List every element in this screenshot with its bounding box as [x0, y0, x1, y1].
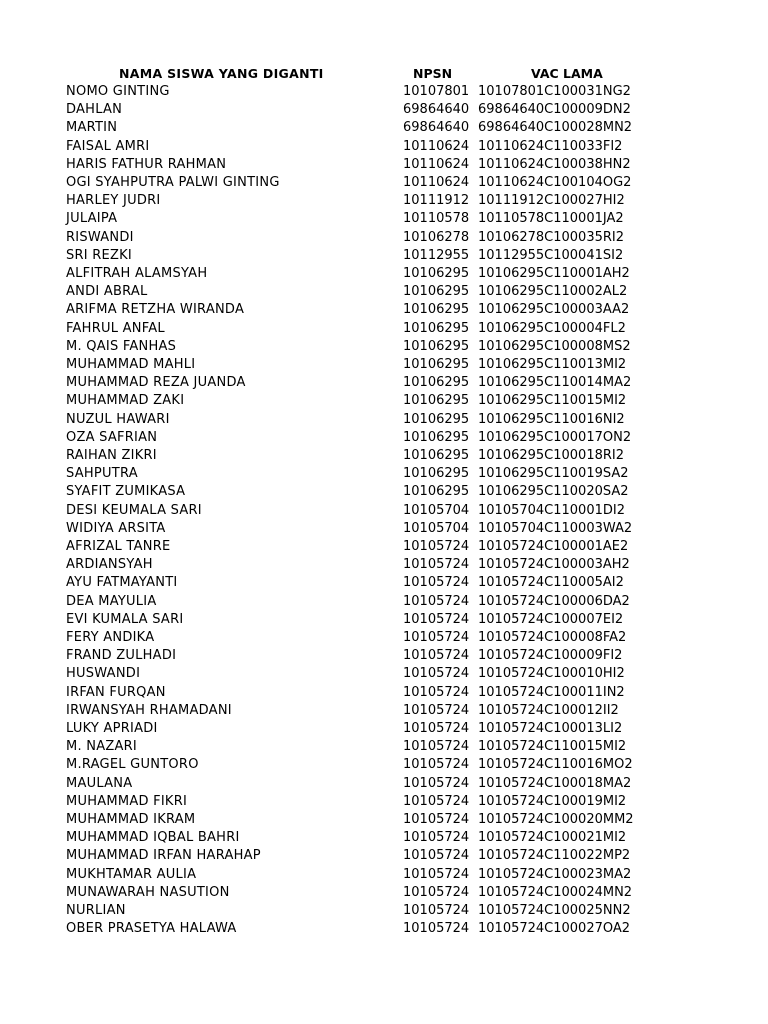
student-name-cell: OZA SAFRIAN — [66, 429, 158, 445]
student-name-cell: MUHAMMAD FIKRI — [66, 793, 188, 809]
npsn-cell: 10105724 — [403, 848, 470, 864]
vac-lama-cell: 69864640C100028MN2 — [478, 120, 633, 136]
vac-lama-cell: 10110624C110033FI2 — [478, 138, 623, 154]
table-row — [0, 119, 768, 137]
vac-lama-cell: 10106295C110001AH2 — [478, 266, 630, 281]
npsn-cell: 10105724 — [403, 648, 470, 664]
npsn-cell: 69864640 — [403, 120, 470, 136]
student-name-cell: DAHLAN — [66, 102, 123, 118]
table-row — [0, 356, 768, 374]
table-row — [0, 611, 768, 629]
vac-lama-cell: 10106295C110002AL2 — [478, 284, 628, 300]
npsn-cell: 10105724 — [403, 921, 470, 937]
student-name-cell: LUKY APRIADI — [66, 721, 158, 736]
vac-lama-cell: 10105724C100012II2 — [478, 702, 619, 718]
table-row — [0, 283, 768, 301]
table-row — [0, 811, 768, 829]
vac-lama-cell: 10105724C110015MI2 — [478, 739, 627, 755]
table-row — [0, 647, 768, 665]
vac-lama-cell: 10105724C100006DA2 — [478, 593, 630, 609]
npsn-cell: 10106295 — [403, 284, 470, 300]
npsn-cell: 10105724 — [403, 884, 470, 900]
table-row — [0, 138, 768, 156]
npsn-cell: 10105724 — [403, 611, 470, 627]
npsn-cell: 69864640 — [403, 102, 470, 118]
table-row — [0, 574, 768, 592]
vac-lama-cell: 10112955C100041SI2 — [478, 247, 624, 263]
table-row — [0, 538, 768, 556]
vac-lama-cell: 10105724C100020MM2 — [478, 812, 634, 827]
student-name-cell: DESI KEUMALA SARI — [66, 502, 202, 518]
student-name-cell: HUSWANDI — [66, 666, 141, 682]
npsn-cell: 10105724 — [403, 630, 470, 645]
npsn-cell: 10105724 — [403, 775, 470, 791]
student-name-cell: MUHAMMAD IQBAL BAHRI — [66, 830, 240, 846]
student-name-cell: MUHAMMAD REZA JUANDA — [66, 375, 246, 391]
vac-lama-cell: 10105724C100023MA2 — [478, 866, 632, 882]
student-name-cell: M. NAZARI — [66, 739, 138, 755]
table-header — [0, 65, 768, 83]
table-row — [0, 920, 768, 938]
table-row — [0, 847, 768, 865]
student-name-cell: FAHRUL ANFAL — [66, 320, 165, 336]
npsn-cell: 10105724 — [403, 666, 470, 682]
student-name-cell: IRWANSYAH RHAMADANI — [66, 702, 232, 718]
table-row — [0, 629, 768, 647]
npsn-cell: 10106295 — [403, 484, 470, 500]
student-name-cell: MUNAWARAH NASUTION — [66, 884, 230, 900]
npsn-cell: 10106295 — [403, 393, 470, 409]
npsn-cell: 10105724 — [403, 684, 470, 700]
vac-lama-cell: 10105704C110003WA2 — [478, 520, 633, 536]
student-name-cell: RISWANDI — [66, 229, 134, 245]
vac-lama-cell: 10105724C100010HI2 — [478, 666, 625, 682]
npsn-cell: 10110624 — [403, 138, 470, 154]
table-row — [0, 738, 768, 756]
header-student-name: NAMA SISWA YANG DIGANTI — [119, 66, 324, 81]
header-vac-lama: VAC LAMA — [531, 66, 603, 81]
table-row — [0, 556, 768, 574]
student-name-cell: OBER PRASETYA HALAWA — [66, 921, 237, 937]
student-name-cell: FERY ANDIKA — [66, 630, 155, 645]
npsn-cell: 10106295 — [403, 338, 470, 354]
table-row — [0, 247, 768, 265]
npsn-cell: 10105724 — [403, 812, 470, 827]
npsn-cell: 10110624 — [403, 175, 470, 190]
npsn-cell: 10106278 — [403, 229, 470, 245]
student-name-cell: SYAFIT ZUMIKASA — [66, 484, 186, 500]
vac-lama-cell: 10106295C110014MA2 — [478, 375, 632, 391]
npsn-cell: 10105724 — [403, 702, 470, 718]
npsn-cell: 10112955 — [403, 247, 470, 263]
student-name-cell: IRFAN FURQAN — [66, 684, 166, 700]
npsn-cell: 10110578 — [403, 211, 470, 227]
vac-lama-cell: 10111912C100027HI2 — [478, 193, 625, 209]
vac-lama-cell: 10106295C100003AA2 — [478, 302, 630, 318]
vac-lama-cell: 10106295C110015MI2 — [478, 393, 627, 409]
table-row — [0, 684, 768, 702]
student-name-cell: MUHAMMAD ZAKI — [66, 393, 185, 409]
table-row — [0, 793, 768, 811]
vac-lama-cell: 69864640C100009DN2 — [478, 102, 631, 118]
vac-lama-cell: 10106295C110019SA2 — [478, 466, 629, 482]
npsn-cell: 10106295 — [403, 357, 470, 372]
student-name-cell: HARIS FATHUR RAHMAN — [66, 156, 227, 172]
table-row — [0, 866, 768, 884]
table-row — [0, 720, 768, 738]
vac-lama-cell: 10105724C100021MI2 — [478, 830, 627, 846]
npsn-cell: 10105724 — [403, 757, 470, 773]
student-name-cell: MUHAMMAD IKRAM — [66, 812, 196, 827]
table-row — [0, 411, 768, 429]
student-name-cell: M.RAGEL GUNTORO — [66, 757, 199, 773]
table-row — [0, 338, 768, 356]
table-row — [0, 775, 768, 793]
student-name-cell: NUZUL HAWARI — [66, 411, 170, 427]
table-row — [0, 229, 768, 247]
table-row — [0, 192, 768, 210]
vac-lama-cell: 10105724C100024MN2 — [478, 884, 633, 900]
student-name-cell: HARLEY JUDRI — [66, 193, 161, 209]
npsn-cell: 10105724 — [403, 739, 470, 755]
npsn-cell: 10111912 — [403, 193, 470, 209]
student-name-cell: NURLIAN — [66, 903, 126, 918]
table-row — [0, 320, 768, 338]
vac-lama-cell: 10105724C110022MP2 — [478, 848, 631, 864]
vac-lama-cell: 10106295C110020SA2 — [478, 484, 629, 500]
student-name-cell: ALFITRAH ALAMSYAH — [66, 266, 208, 281]
student-name-cell: SRI REZKI — [66, 247, 133, 263]
npsn-cell: 10105704 — [403, 520, 470, 536]
npsn-cell: 10105724 — [403, 903, 470, 918]
npsn-cell: 10105724 — [403, 575, 470, 591]
student-name-cell: MUHAMMAD IRFAN HARAHAP — [66, 848, 261, 864]
student-name-cell: MAULANA — [66, 775, 133, 791]
table-row — [0, 884, 768, 902]
vac-lama-cell: 10105724C100027OA2 — [478, 921, 631, 937]
vac-lama-cell: 10105724C100003AH2 — [478, 557, 630, 573]
vac-lama-cell: 10105724C110005AI2 — [478, 575, 624, 591]
npsn-cell: 10106295 — [403, 466, 470, 482]
vac-lama-cell: 10106295C110016NI2 — [478, 411, 625, 427]
student-name-cell: FRAND ZULHADI — [66, 648, 177, 664]
student-name-cell: ARIFMA RETZHA WIRANDA — [66, 302, 245, 318]
table-row — [0, 756, 768, 774]
npsn-cell: 10106295 — [403, 429, 470, 445]
student-name-cell: MUKHTAMAR AULIA — [66, 866, 197, 882]
table-row — [0, 301, 768, 319]
student-name-cell: RAIHAN ZIKRI — [66, 448, 157, 463]
npsn-cell: 10105704 — [403, 502, 470, 518]
table-row — [0, 156, 768, 174]
table-row — [0, 83, 768, 101]
npsn-cell: 10105724 — [403, 557, 470, 573]
npsn-cell: 10110624 — [403, 156, 470, 172]
vac-lama-cell: 10110624C100038HN2 — [478, 156, 631, 172]
vac-lama-cell: 10105724C100011IN2 — [478, 684, 625, 700]
vac-lama-cell: 10105724C110016MO2 — [478, 757, 633, 773]
vac-lama-cell: 10110624C100104OG2 — [478, 175, 632, 190]
vac-lama-cell: 10106295C100008MS2 — [478, 338, 631, 354]
npsn-cell: 10106295 — [403, 320, 470, 336]
vac-lama-cell: 10106295C100018RI2 — [478, 448, 625, 463]
table-row — [0, 374, 768, 392]
student-name-cell: FAISAL AMRI — [66, 138, 150, 154]
table-row — [0, 101, 768, 119]
npsn-cell: 10105724 — [403, 593, 470, 609]
vac-lama-cell: 10105724C100007EI2 — [478, 611, 624, 627]
npsn-cell: 10105724 — [403, 539, 470, 554]
vac-lama-cell: 10105704C110001DI2 — [478, 502, 625, 518]
npsn-cell: 10105724 — [403, 721, 470, 736]
student-name-cell: M. QAIS FANHAS — [66, 338, 177, 354]
vac-lama-cell: 10105724C100025NN2 — [478, 903, 631, 918]
student-name-cell: AYU FATMAYANTI — [66, 575, 178, 591]
npsn-cell: 10105724 — [403, 793, 470, 809]
table-row — [0, 483, 768, 501]
vac-lama-cell: 10105724C100008FA2 — [478, 630, 627, 645]
vac-lama-cell: 10106278C100035RI2 — [478, 229, 625, 245]
table-row — [0, 665, 768, 683]
student-name-cell: ARDIANSYAH — [66, 557, 153, 573]
vac-lama-cell: 10105724C100001AE2 — [478, 539, 629, 554]
student-name-cell: SAHPUTRA — [66, 466, 138, 482]
header-npsn: NPSN — [413, 66, 453, 81]
table-row — [0, 702, 768, 720]
npsn-cell: 10105724 — [403, 866, 470, 882]
table-row — [0, 210, 768, 228]
npsn-cell: 10106295 — [403, 375, 470, 391]
table-row — [0, 465, 768, 483]
student-name-cell: ANDI ABRAL — [66, 284, 148, 300]
student-name-cell: DEA MAYULIA — [66, 593, 157, 609]
vac-lama-cell: 10105724C100013LI2 — [478, 721, 623, 736]
student-name-cell: OGI SYAHPUTRA PALWI GINTING — [66, 175, 280, 190]
npsn-cell: 10107801 — [403, 84, 470, 99]
student-name-cell: WIDIYA ARSITA — [66, 520, 166, 536]
student-name-cell: MARTIN — [66, 120, 118, 136]
table-row — [0, 520, 768, 538]
table-row — [0, 265, 768, 283]
table-row — [0, 902, 768, 920]
vac-lama-cell: 10105724C100018MA2 — [478, 775, 632, 791]
vac-lama-cell: 10106295C100004FL2 — [478, 320, 626, 336]
student-name-cell: EVI KUMALA SARI — [66, 611, 184, 627]
vac-lama-cell: 10106295C110013MI2 — [478, 357, 627, 372]
student-name-cell: MUHAMMAD MAHLI — [66, 357, 196, 372]
student-name-cell: NOMO GINTING — [66, 84, 170, 99]
vac-lama-cell: 10107801C100031NG2 — [478, 84, 631, 99]
table-row — [0, 392, 768, 410]
table-row — [0, 174, 768, 192]
vac-lama-cell: 10110578C110001JA2 — [478, 211, 624, 227]
npsn-cell: 10106295 — [403, 448, 470, 463]
table-row — [0, 447, 768, 465]
table-row — [0, 593, 768, 611]
npsn-cell: 10106295 — [403, 266, 470, 281]
vac-lama-cell: 10106295C100017ON2 — [478, 429, 632, 445]
student-name-cell: AFRIZAL TANRE — [66, 539, 171, 554]
student-name-cell: JULAIPA — [66, 211, 118, 227]
vac-lama-cell: 10105724C100019MI2 — [478, 793, 627, 809]
npsn-cell: 10106295 — [403, 302, 470, 318]
npsn-cell: 10106295 — [403, 411, 470, 427]
npsn-cell: 10105724 — [403, 830, 470, 846]
vac-lama-cell: 10105724C100009FI2 — [478, 648, 623, 664]
table-row — [0, 829, 768, 847]
table-row — [0, 502, 768, 520]
table-row — [0, 429, 768, 447]
